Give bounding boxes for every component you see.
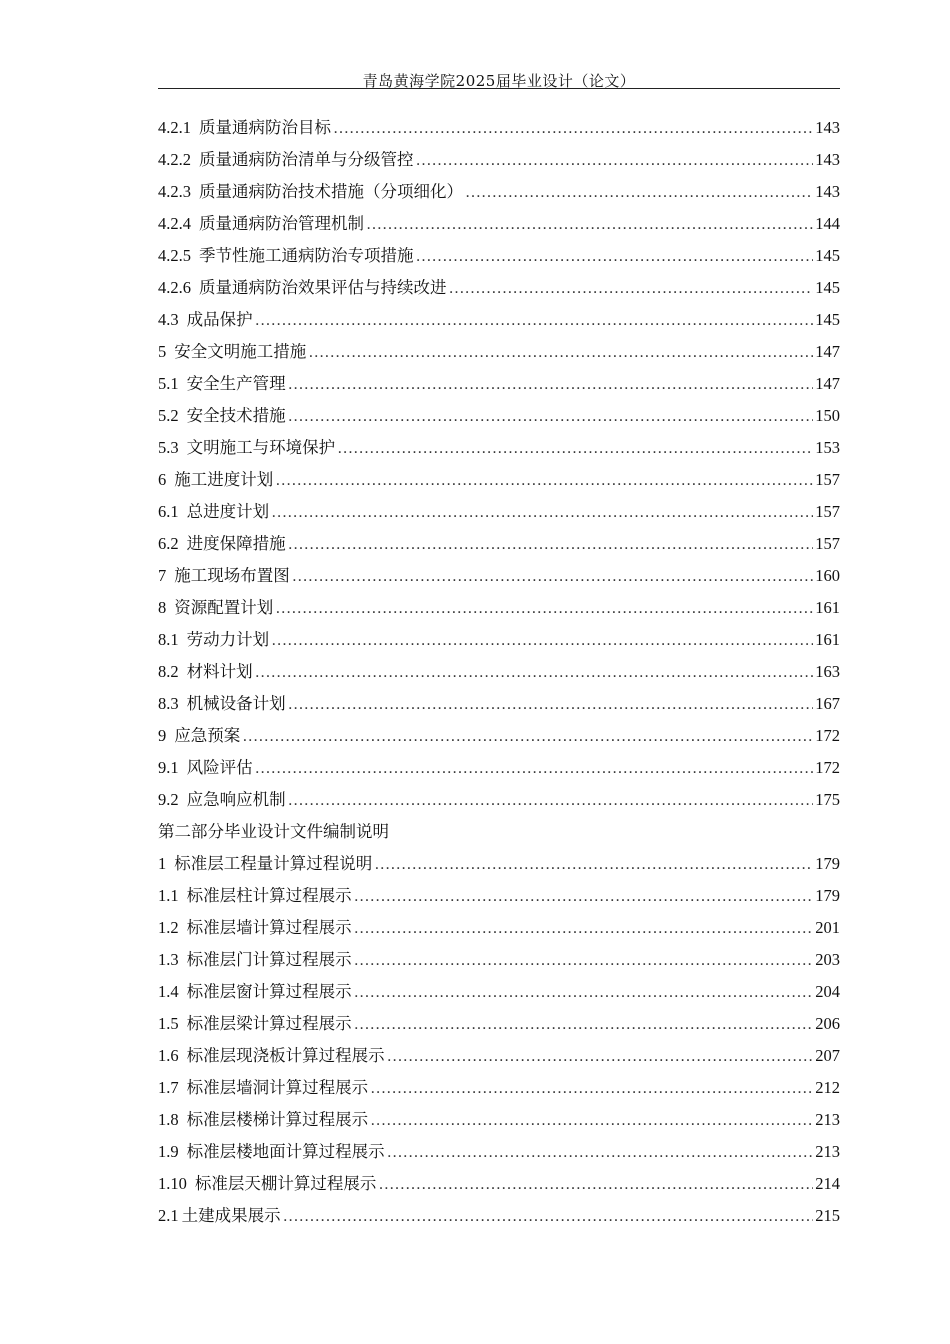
toc-entry[interactable] bbox=[158, 850, 840, 882]
toc-entry-number: 4.3 bbox=[158, 310, 179, 329]
page-header: 青岛黄海学院2025届毕业设计（论文） bbox=[362, 72, 636, 90]
toc-entry-number: 1 bbox=[158, 854, 167, 873]
toc-leader-dots bbox=[387, 1048, 814, 1066]
toc-entry-number: 9.2 bbox=[158, 790, 179, 809]
table-of-contents bbox=[158, 114, 840, 1234]
toc-entry[interactable] bbox=[158, 882, 840, 914]
toc-entry-number: 4.2.3 bbox=[158, 182, 191, 201]
toc-leader-dots bbox=[366, 216, 813, 234]
toc-entry-page-number: 214 bbox=[815, 1174, 840, 1193]
toc-leader-dots bbox=[354, 888, 814, 906]
toc-leader-dots bbox=[275, 472, 813, 490]
toc-entry-title: 标准层窗计算过程展示 bbox=[186, 982, 352, 1001]
toc-entry-number: 8 bbox=[158, 598, 167, 617]
toc-entry-page-number: 163 bbox=[815, 662, 840, 681]
toc-entry-number: 1.8 bbox=[158, 1110, 179, 1129]
toc-entry[interactable] bbox=[158, 1010, 840, 1042]
toc-leader-dots bbox=[283, 1208, 814, 1226]
toc-entry-page-number: 179 bbox=[815, 854, 840, 873]
toc-entry-title: 资源配置计划 bbox=[174, 598, 274, 617]
toc-leader-dots bbox=[354, 1016, 814, 1034]
toc-entry-number: 8.2 bbox=[158, 662, 179, 681]
toc-entry[interactable] bbox=[158, 338, 840, 370]
toc-entry-number: 8.3 bbox=[158, 694, 179, 713]
toc-leader-dots bbox=[288, 536, 814, 554]
toc-leader-dots bbox=[465, 184, 813, 202]
toc-entry-page-number: 207 bbox=[815, 1046, 840, 1065]
toc-entry-page-number: 201 bbox=[815, 918, 840, 937]
toc-entry-page-number: 157 bbox=[815, 534, 840, 553]
toc-entry-title: 质量通病防治管理机制 bbox=[199, 214, 364, 233]
toc-entry-page-number: 179 bbox=[815, 886, 840, 905]
toc-entry-title: 总进度计划 bbox=[186, 502, 270, 521]
toc-leader-dots bbox=[416, 152, 814, 170]
toc-entry-number: 4.2.6 bbox=[158, 278, 191, 297]
toc-entry-page-number: 143 bbox=[815, 118, 840, 137]
toc-entry-number: 1.10 bbox=[158, 1174, 187, 1193]
toc-entry-number: 5.1 bbox=[158, 374, 179, 393]
toc-entry-number: 6.2 bbox=[158, 534, 179, 553]
toc-entry[interactable] bbox=[158, 1042, 840, 1074]
toc-entry-title: 材料计划 bbox=[186, 662, 253, 681]
toc-entry[interactable] bbox=[158, 370, 840, 402]
toc-entry[interactable] bbox=[158, 178, 840, 210]
toc-entry-title: 季节性施工通病防治专项措施 bbox=[199, 246, 414, 265]
toc-entry-page-number: 145 bbox=[815, 278, 840, 297]
toc-entry-title: 土建成果展示 bbox=[181, 1206, 281, 1225]
toc-entry-number: 2.1 bbox=[158, 1206, 179, 1225]
toc-entry[interactable] bbox=[158, 914, 840, 946]
toc-leader-dots bbox=[416, 248, 814, 266]
toc-entry-page-number: 161 bbox=[815, 630, 840, 649]
toc-entry-title: 质量通病防治清单与分级管控 bbox=[199, 150, 414, 169]
toc-entry-title: 安全文明施工措施 bbox=[174, 342, 307, 361]
toc-leader-dots bbox=[374, 856, 813, 874]
toc-entry-title: 标准层柱计算过程展示 bbox=[186, 886, 352, 905]
toc-entry-title: 安全技术措施 bbox=[186, 406, 286, 425]
toc-leader-dots bbox=[255, 312, 814, 330]
toc-entry[interactable] bbox=[158, 1138, 840, 1170]
toc-entry[interactable] bbox=[158, 818, 840, 850]
toc-leader-dots bbox=[354, 952, 814, 970]
toc-entry-page-number: 143 bbox=[815, 150, 840, 169]
toc-entry-title: 标准层梁计算过程展示 bbox=[186, 1014, 352, 1033]
toc-entry[interactable] bbox=[158, 754, 840, 786]
toc-entry[interactable] bbox=[158, 562, 840, 594]
toc-entry-title: 标准层工程量计算过程说明 bbox=[174, 854, 373, 873]
toc-entry-page-number: 213 bbox=[815, 1110, 840, 1129]
toc-entry[interactable] bbox=[158, 434, 840, 466]
toc-entry-number: 1.7 bbox=[158, 1078, 179, 1097]
toc-entry-title: 文明施工与环境保护 bbox=[186, 438, 336, 457]
toc-entry[interactable] bbox=[158, 498, 840, 530]
toc-entry-page-number: 160 bbox=[815, 566, 840, 585]
toc-entry-page-number: 153 bbox=[815, 438, 840, 457]
toc-entry-number: 9 bbox=[158, 726, 167, 745]
toc-leader-dots bbox=[288, 376, 814, 394]
toc-entry-number: 4.2.5 bbox=[158, 246, 191, 265]
toc-entry-page-number: 150 bbox=[815, 406, 840, 425]
toc-entry-page-number: 213 bbox=[815, 1142, 840, 1161]
toc-entry[interactable] bbox=[158, 978, 840, 1010]
toc-entry[interactable] bbox=[158, 594, 840, 626]
toc-entry-number: 1.6 bbox=[158, 1046, 179, 1065]
toc-entry-title: 劳动力计划 bbox=[186, 630, 270, 649]
toc-leader-dots bbox=[288, 696, 814, 714]
toc-entry-title: 应急响应机制 bbox=[186, 790, 286, 809]
toc-entry[interactable] bbox=[158, 1106, 840, 1138]
toc-entry-title: 安全生产管理 bbox=[186, 374, 286, 393]
toc-entry-title: 成品保护 bbox=[186, 310, 253, 329]
toc-entry-number: 6.1 bbox=[158, 502, 179, 521]
toc-entry-page-number: 147 bbox=[815, 374, 840, 393]
toc-leader-dots bbox=[242, 728, 813, 746]
toc-leader-dots bbox=[387, 1144, 814, 1162]
toc-entry-page-number: 204 bbox=[815, 982, 840, 1001]
toc-leader-dots bbox=[271, 504, 813, 522]
toc-entry-page-number: 175 bbox=[815, 790, 840, 809]
toc-entry-page-number: 157 bbox=[815, 502, 840, 521]
toc-entry-number: 5.2 bbox=[158, 406, 179, 425]
toc-entry[interactable] bbox=[158, 946, 840, 978]
toc-leader-dots bbox=[370, 1112, 813, 1130]
toc-entry-title: 标准层楼地面计算过程展示 bbox=[186, 1142, 385, 1161]
toc-entry-title: 标准层现浇板计算过程展示 bbox=[186, 1046, 385, 1065]
toc-leader-dots bbox=[271, 632, 813, 650]
toc-entry[interactable] bbox=[158, 146, 840, 178]
toc-entry[interactable] bbox=[158, 114, 840, 146]
toc-entry-page-number: 161 bbox=[815, 598, 840, 617]
toc-entry-title: 进度保障措施 bbox=[186, 534, 286, 553]
toc-entry-number: 6 bbox=[158, 470, 167, 489]
toc-entry-title: 风险评估 bbox=[186, 758, 253, 777]
toc-entry-number: 5 bbox=[158, 342, 167, 361]
toc-entry[interactable] bbox=[158, 274, 840, 306]
toc-leader-dots bbox=[337, 440, 813, 458]
toc-entry[interactable] bbox=[158, 402, 840, 434]
toc-entry-page-number: 145 bbox=[815, 246, 840, 265]
toc-leader-dots bbox=[449, 280, 814, 298]
toc-entry-title: 施工进度计划 bbox=[174, 470, 274, 489]
toc-entry[interactable] bbox=[158, 466, 840, 498]
toc-leader-dots bbox=[288, 408, 814, 426]
toc-entry-number: 1.1 bbox=[158, 886, 179, 905]
toc-leader-dots bbox=[378, 1176, 813, 1194]
toc-entry[interactable] bbox=[158, 242, 840, 274]
toc-entry-title: 标准层墙计算过程展示 bbox=[186, 918, 352, 937]
toc-entry-title: 质量通病防治目标 bbox=[199, 118, 331, 137]
toc-entry-page-number: 157 bbox=[815, 470, 840, 489]
toc-leader-dots bbox=[255, 664, 814, 682]
toc-entry-title: 质量通病防治技术措施（分项细化） bbox=[199, 182, 463, 201]
toc-leader-dots bbox=[288, 792, 814, 810]
toc-entry[interactable] bbox=[158, 1170, 840, 1202]
toc-entry[interactable] bbox=[158, 306, 840, 338]
header-divider bbox=[158, 88, 840, 89]
toc-entry-title: 质量通病防治效果评估与持续改进 bbox=[199, 278, 447, 297]
toc-leader-dots bbox=[292, 568, 814, 586]
toc-leader-dots bbox=[333, 120, 813, 138]
toc-entry-number: 1.4 bbox=[158, 982, 179, 1001]
toc-entry-title: 标准层楼梯计算过程展示 bbox=[186, 1110, 369, 1129]
toc-entry[interactable] bbox=[158, 690, 840, 722]
toc-entry-page-number: 215 bbox=[815, 1206, 840, 1225]
toc-entry-number: 9.1 bbox=[158, 758, 179, 777]
toc-entry-page-number: 206 bbox=[815, 1014, 840, 1033]
toc-entry-title: 第二部分毕业设计文件编制说明 bbox=[158, 822, 389, 841]
toc-entry-page-number: 172 bbox=[815, 758, 840, 777]
toc-entry-page-number: 167 bbox=[815, 694, 840, 713]
toc-entry-number: 1.5 bbox=[158, 1014, 179, 1033]
toc-entry-number: 8.1 bbox=[158, 630, 179, 649]
toc-entry[interactable] bbox=[158, 626, 840, 658]
toc-entry[interactable] bbox=[158, 658, 840, 690]
toc-leader-dots bbox=[354, 984, 814, 1002]
toc-entry-number: 1.3 bbox=[158, 950, 179, 969]
toc-entry-number: 1.2 bbox=[158, 918, 179, 937]
toc-entry-number: 4.2.1 bbox=[158, 118, 191, 137]
toc-entry-title: 机械设备计划 bbox=[186, 694, 286, 713]
toc-leader-dots bbox=[370, 1080, 813, 1098]
toc-entry-number: 4.2.2 bbox=[158, 150, 191, 169]
toc-leader-dots bbox=[354, 920, 814, 938]
toc-entry-page-number: 145 bbox=[815, 310, 840, 329]
toc-entry-page-number: 147 bbox=[815, 342, 840, 361]
toc-entry-page-number: 144 bbox=[815, 214, 840, 233]
toc-entry[interactable] bbox=[158, 210, 840, 242]
toc-entry[interactable] bbox=[158, 1074, 840, 1106]
toc-entry[interactable] bbox=[158, 530, 840, 562]
toc-entry-page-number: 172 bbox=[815, 726, 840, 745]
toc-entry-page-number: 212 bbox=[815, 1078, 840, 1097]
toc-leader-dots bbox=[255, 760, 814, 778]
toc-entry-number: 5.3 bbox=[158, 438, 179, 457]
toc-entry-page-number: 203 bbox=[815, 950, 840, 969]
toc-entry-number: 1.9 bbox=[158, 1142, 179, 1161]
toc-entry[interactable] bbox=[158, 1202, 840, 1234]
toc-entry-title: 标准层门计算过程展示 bbox=[186, 950, 352, 969]
toc-entry-title: 标准层天棚计算过程展示 bbox=[194, 1174, 377, 1193]
toc-entry-title: 施工现场布置图 bbox=[174, 566, 290, 585]
toc-leader-dots bbox=[275, 600, 813, 618]
toc-entry-title: 标准层墙洞计算过程展示 bbox=[186, 1078, 369, 1097]
toc-entry[interactable] bbox=[158, 786, 840, 818]
toc-entry-page-number: 143 bbox=[815, 182, 840, 201]
toc-entry-number: 4.2.4 bbox=[158, 214, 191, 233]
toc-leader-dots bbox=[308, 344, 813, 362]
toc-entry[interactable] bbox=[158, 722, 840, 754]
toc-entry-number: 7 bbox=[158, 566, 167, 585]
toc-entry-title: 应急预案 bbox=[174, 726, 241, 745]
